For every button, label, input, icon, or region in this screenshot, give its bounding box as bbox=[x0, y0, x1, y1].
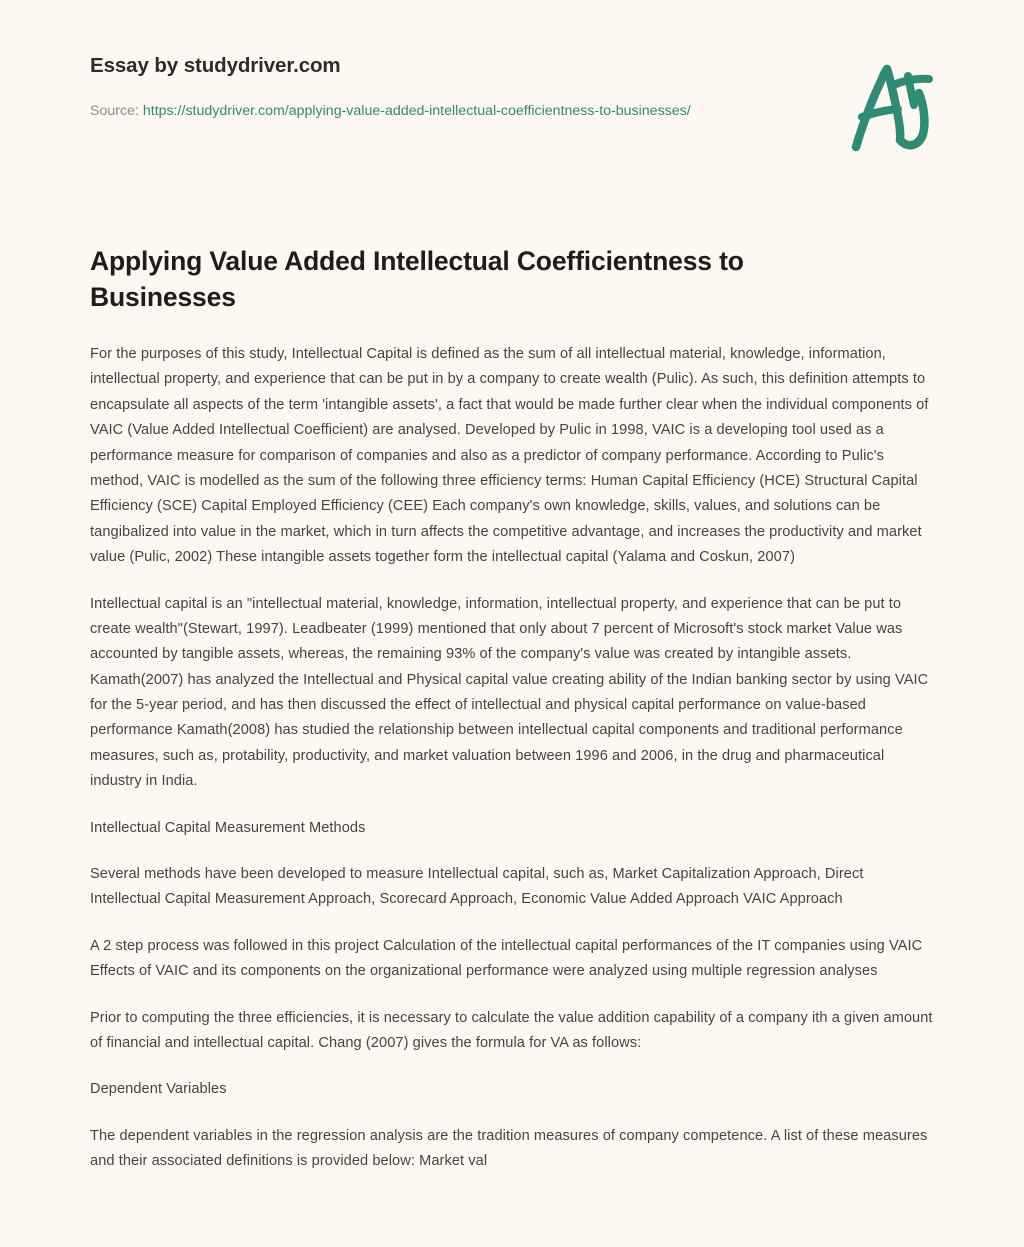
paragraph: Intellectual capital is an "intellectual material, knowledge, information, intellectual property, and experience that can be put to create wealth"(Stewart, 1997). Leadbeater (1999) mentioned that only about 7 percent of Microsoft's stock market Value was accounted by tangible assets, whereas, the remaining 93% of the company's value was created by intangible assets. Kamath(2007) has analyzed the Intellectual and Physical capital value creating ability of the Indian banking sector by using VAIC for the 5-year period, and has then discussed the effect of intellectual and physical capital performance on value-based performance Kamath(2008) has studied the relationship between intellectual capital components and traditional performance measures, such as, protability, productivity, and market valuation between 1996 and 2006, in the drug and pharmaceutical industry in India. bbox=[90, 595, 929, 790]
paragraph: Prior to computing the three efficiencies, it is necessary to calculate the value addition capability of a company ith a given amount of financial and intellectual capital. Chang (2007) gives the formula for VA as follows: bbox=[90, 1009, 933, 1051]
paragraph-truncated: The dependent variables in the regression analysis are the tradition measures of company competence. A list of these measures and their associated definitions is provided below: Market val bbox=[90, 1127, 928, 1170]
header-text-block bbox=[90, 54, 790, 123]
article-paragraphs bbox=[90, 342, 935, 1175]
source-url-link[interactable]: https://studydriver.com/applying-value-added-intellectual-coefficientness-to-businesses/ bbox=[142, 102, 691, 119]
page-title: Applying Value Added Intellectual Coefficientness to Businesses bbox=[90, 246, 744, 312]
article-body bbox=[0, 244, 1024, 1175]
document-header bbox=[0, 0, 1024, 150]
paragraph: Several methods have been developed to measure Intellectual capital, such as, Market Capitalization Approach, Direct Intellectual Capital Measurement Approach, Scorecard Approach, Economic Value Added Approach VAIC Approach bbox=[90, 866, 864, 908]
paragraph: A 2 step process was followed in this project Calculation of the intellectual capital performances of the IT companies using VAIC Effects of VAIC and its components on the organizational performance were analyzed using multiple regression analyses bbox=[90, 937, 923, 980]
section-heading-dependent-variables: Dependent Variables bbox=[90, 1081, 227, 1098]
source-line bbox=[90, 99, 750, 123]
section-heading-measurement-methods: Intellectual Capital Measurement Methods bbox=[90, 819, 366, 836]
a-plus-logo-icon bbox=[834, 48, 952, 166]
source-label: Source: bbox=[90, 102, 139, 119]
essay-byline: Essay by studydriver.com bbox=[90, 54, 341, 77]
paragraph: For the purposes of this study, Intellectual Capital is defined as the sum of all intellectual material, knowledge, information, intellectual property, and experience that can be put in by a company to create wealth (Pulic). As such, this definition attempts to encapsulate all aspects of the term 'intangible assets', a fact that would be made further clear when the individual components of VAIC (Value Added Intellectual Coefficient) are analysed. Developed by Pulic in 1998, VAIC is a developing tool used as a performance measure for comparison of companies and also as a predictor of company performance. According to Pulic's method, VAIC is modelled as the sum of the following three efficiency terms: Human Capital Efficiency (HCE) Structural Capital Efficiency (SCE) Capital Employed Efficiency (CEE) Each company's own knowledge, skills, values, and solutions can be tangibalized into value in the market, which in turn affects the competitive advantage, and increases the productivity and market value (Pulic, 2002) These intangible assets together form the intellectual capital (Yalama and Coskun, 2007) bbox=[90, 346, 929, 566]
